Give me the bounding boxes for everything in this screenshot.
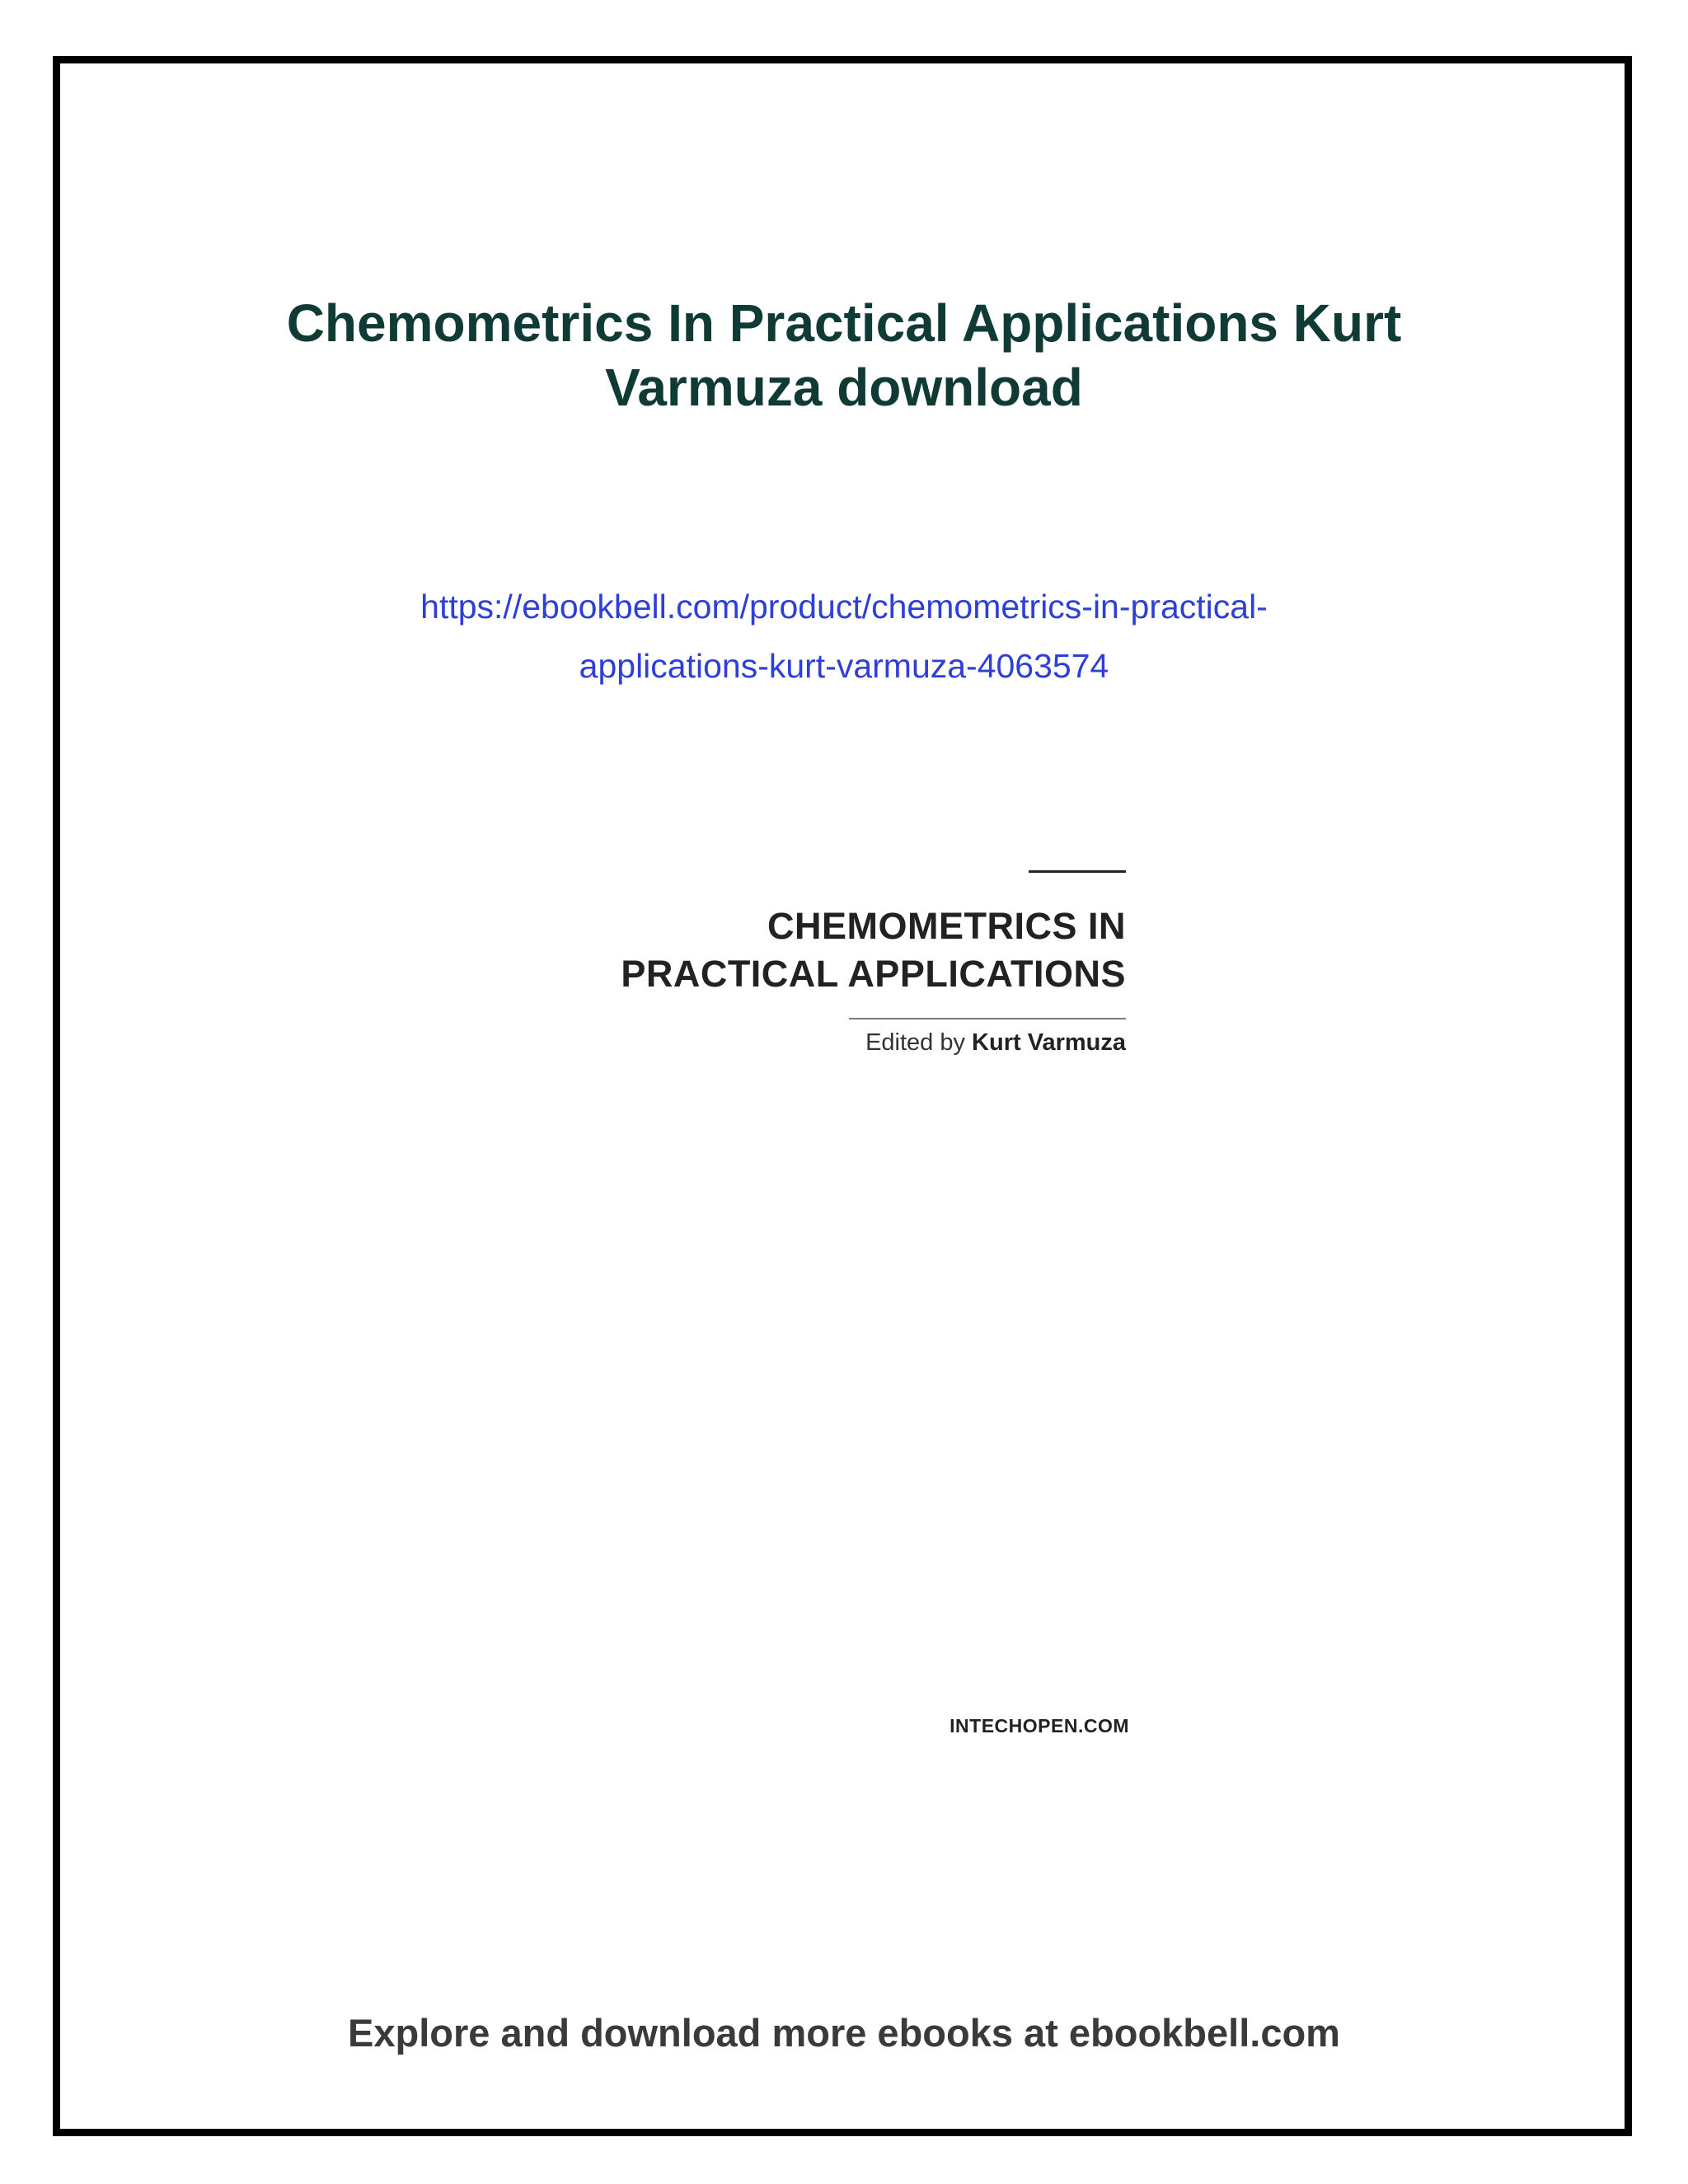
- cover-top-rule: [1029, 870, 1126, 873]
- page-title-line-1: Chemometrics In Practical Applications Kurt: [286, 293, 1402, 353]
- page-title: [0, 291, 1688, 419]
- cover-editor-credit: [865, 1028, 1126, 1057]
- product-link[interactable]: [0, 577, 1688, 696]
- book-cover: [560, 865, 1129, 1755]
- cover-title: [621, 902, 1126, 998]
- cover-edited-by: Edited by: [865, 1029, 965, 1056]
- footer-text: Explore and download more ebooks at ebookbell.com: [348, 2011, 1340, 2055]
- cover-divider: [849, 1018, 1126, 1019]
- cover-title-line-2: PRACTICAL APPLICATIONS: [621, 953, 1126, 995]
- cover-title-line-1: CHEMOMETRICS IN: [767, 905, 1126, 947]
- product-link-line-2: applications-kurt-varmuza-4063574: [579, 647, 1109, 685]
- cover-editor-name: Kurt Varmuza: [972, 1029, 1126, 1056]
- page-title-line-2: Varmuza download: [605, 357, 1083, 417]
- cover-publisher: INTECHOPEN.COM: [950, 1715, 1129, 1736]
- product-link-line-1: https://ebookbell.com/product/chemometrics-in-practical-: [420, 588, 1268, 626]
